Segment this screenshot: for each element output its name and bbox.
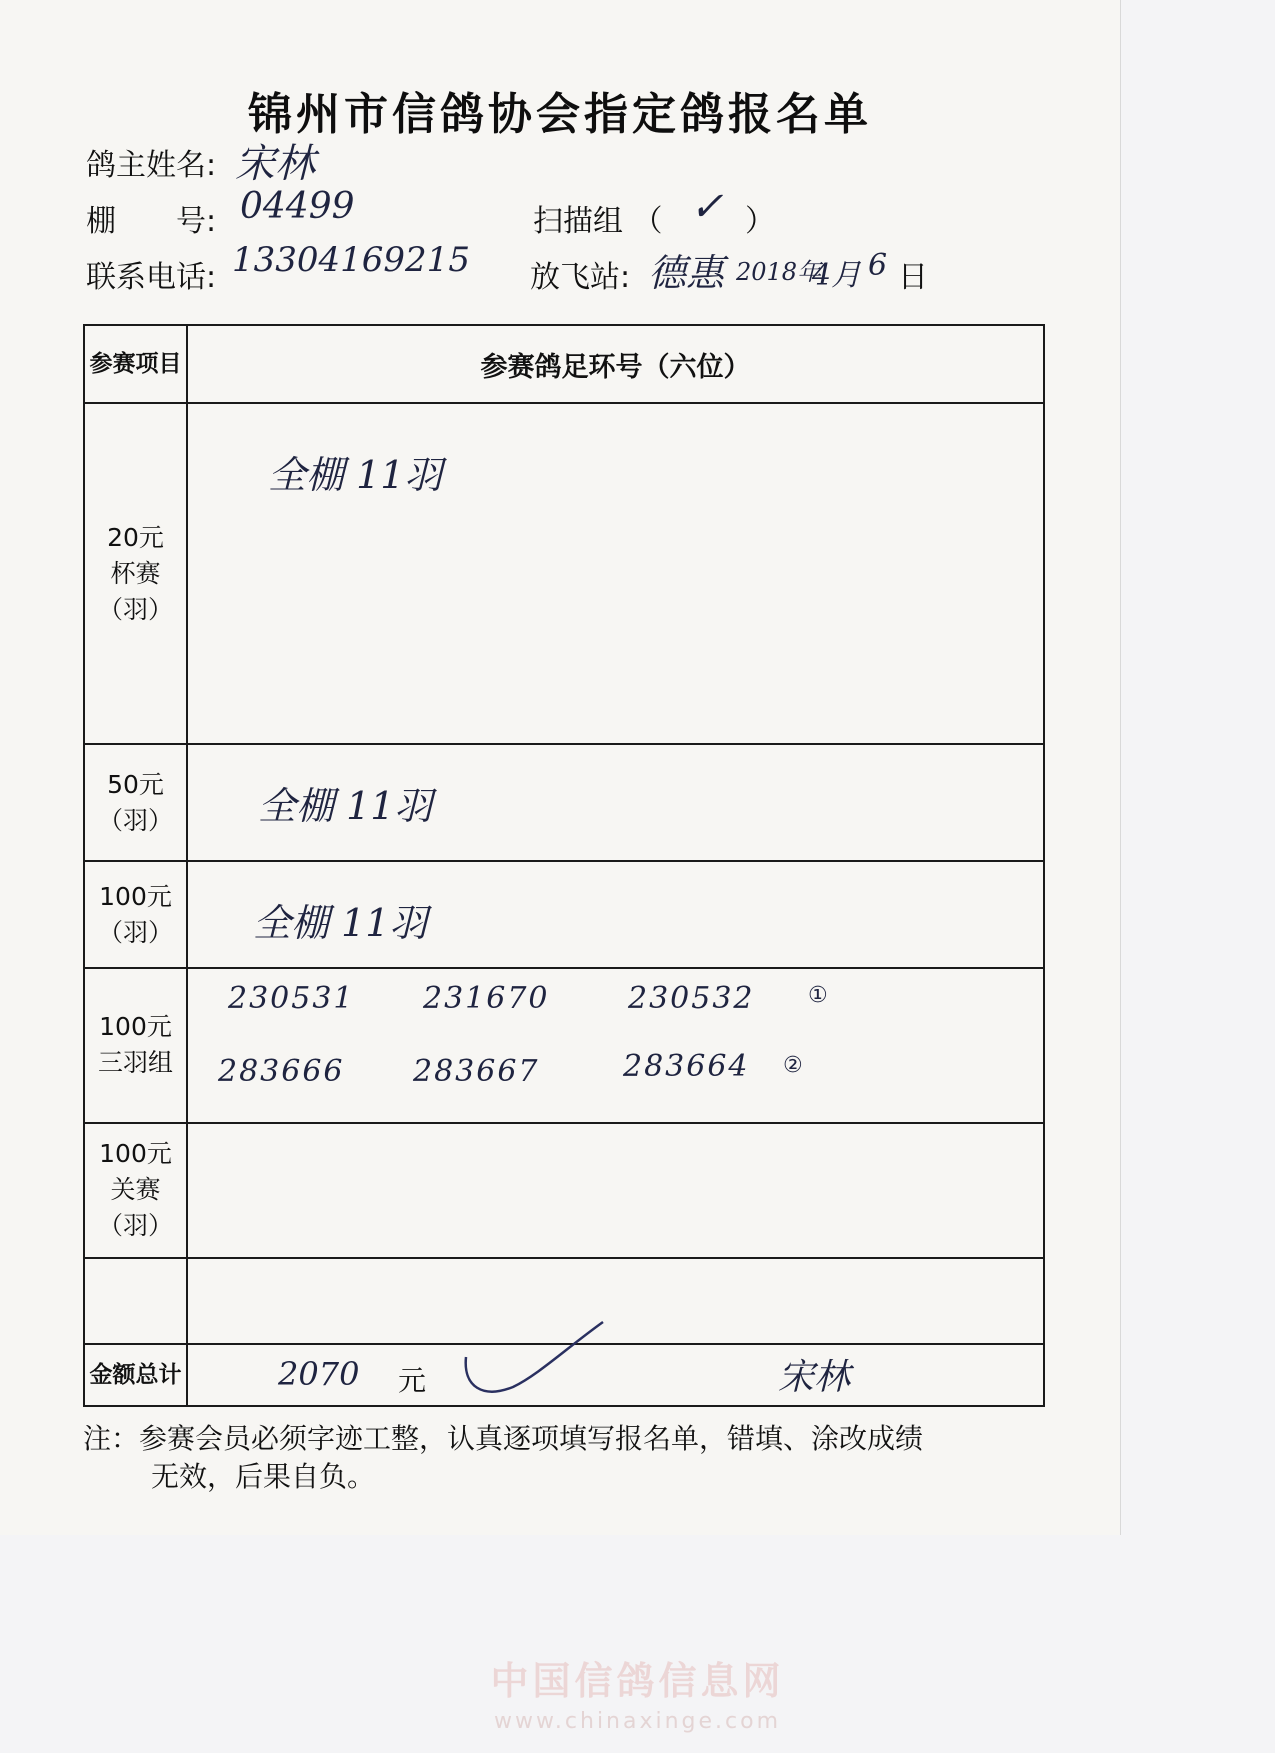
entry-cell-50 <box>187 744 1044 861</box>
check-mark-icon <box>458 1317 608 1407</box>
form-note <box>83 1420 1063 1496</box>
scan-group-close: ） <box>745 204 775 239</box>
entry-cell-three-bird-group <box>187 968 1044 1123</box>
release-date-day-suffix: 日 <box>898 260 928 295</box>
table-row <box>84 1123 1044 1257</box>
phone-label: 联系电话: <box>86 260 217 295</box>
table-row <box>84 403 1044 744</box>
entry-cell-pass-race <box>187 1123 1044 1257</box>
ring-number: 230532 <box>628 980 755 1016</box>
site-watermark <box>0 1650 1275 1734</box>
header-ring-numbers: 参赛鸽足环号（六位） <box>187 325 1044 403</box>
loft-number-label: 棚 号: <box>86 204 217 239</box>
entry-handwritten: 全棚 11羽 <box>253 901 428 946</box>
table-header-row <box>84 325 1044 403</box>
ring-number: 283664 <box>623 1048 750 1084</box>
group-mark: ① <box>808 982 828 1008</box>
watermark-url: www.chinaxinge.com <box>493 1709 782 1734</box>
ring-number: 230531 <box>228 980 355 1016</box>
note-line-2: 无效，后果自负。 <box>151 1460 376 1493</box>
ring-number: 283667 <box>413 1053 540 1089</box>
category-100-pass-race: 100元 关赛 （羽） <box>84 1123 187 1257</box>
entry-cell-cup-20 <box>187 403 1044 744</box>
form-title: 锦州市信鸽协会指定鸽报名单 <box>248 89 872 140</box>
watermark-site-name: 中国信鸽信息网 <box>490 1659 785 1703</box>
total-amount-value: 2070 <box>278 1354 360 1393</box>
release-station-label: 放飞站: <box>530 260 631 295</box>
owner-name-label: 鸽主姓名: <box>86 148 217 183</box>
ring-number: 283666 <box>218 1053 345 1089</box>
total-amount-cell <box>187 1344 1044 1406</box>
category-cup-20: 20元 杯赛 （羽） <box>84 403 187 744</box>
release-date-month: 4月 <box>812 258 862 293</box>
loft-number-value: 04499 <box>240 186 355 227</box>
scan-group-label: 扫描组 （ <box>533 204 663 239</box>
total-amount-label: 金额总计 <box>84 1344 187 1406</box>
category-50: 50元 （羽） <box>84 744 187 861</box>
entry-cell-blank <box>187 1258 1044 1344</box>
header-category: 参赛项目 <box>84 325 187 403</box>
table-row <box>84 744 1044 861</box>
category-100-three-bird-group: 100元 三羽组 <box>84 968 187 1123</box>
release-date-day: 6 <box>868 248 888 283</box>
entry-table <box>83 324 1045 1407</box>
group-mark: ② <box>783 1052 803 1078</box>
owner-name-value: 宋林 <box>235 141 315 187</box>
release-date-year: 2018年 <box>736 258 822 286</box>
total-row <box>84 1344 1044 1406</box>
entry-cell-100 <box>187 861 1044 967</box>
entry-handwritten: 全棚 11羽 <box>258 784 433 829</box>
table-row <box>84 968 1044 1123</box>
category-blank <box>84 1258 187 1344</box>
entry-handwritten: 全棚 11羽 <box>268 453 443 498</box>
phone-value: 13304169215 <box>232 240 470 280</box>
release-station-value: 德惠 <box>648 251 725 295</box>
total-amount-unit: 元 <box>398 1363 427 1397</box>
table-row <box>84 861 1044 967</box>
owner-signature: 宋林 <box>778 1356 851 1398</box>
category-100: 100元 （羽） <box>84 861 187 967</box>
note-line-1: 注：参赛会员必须字迹工整，认真逐项填写报名单，错填、涂改成绩 <box>83 1422 924 1455</box>
scan-group-check-mark: ✓ <box>690 184 724 230</box>
ring-number: 231670 <box>423 980 550 1016</box>
